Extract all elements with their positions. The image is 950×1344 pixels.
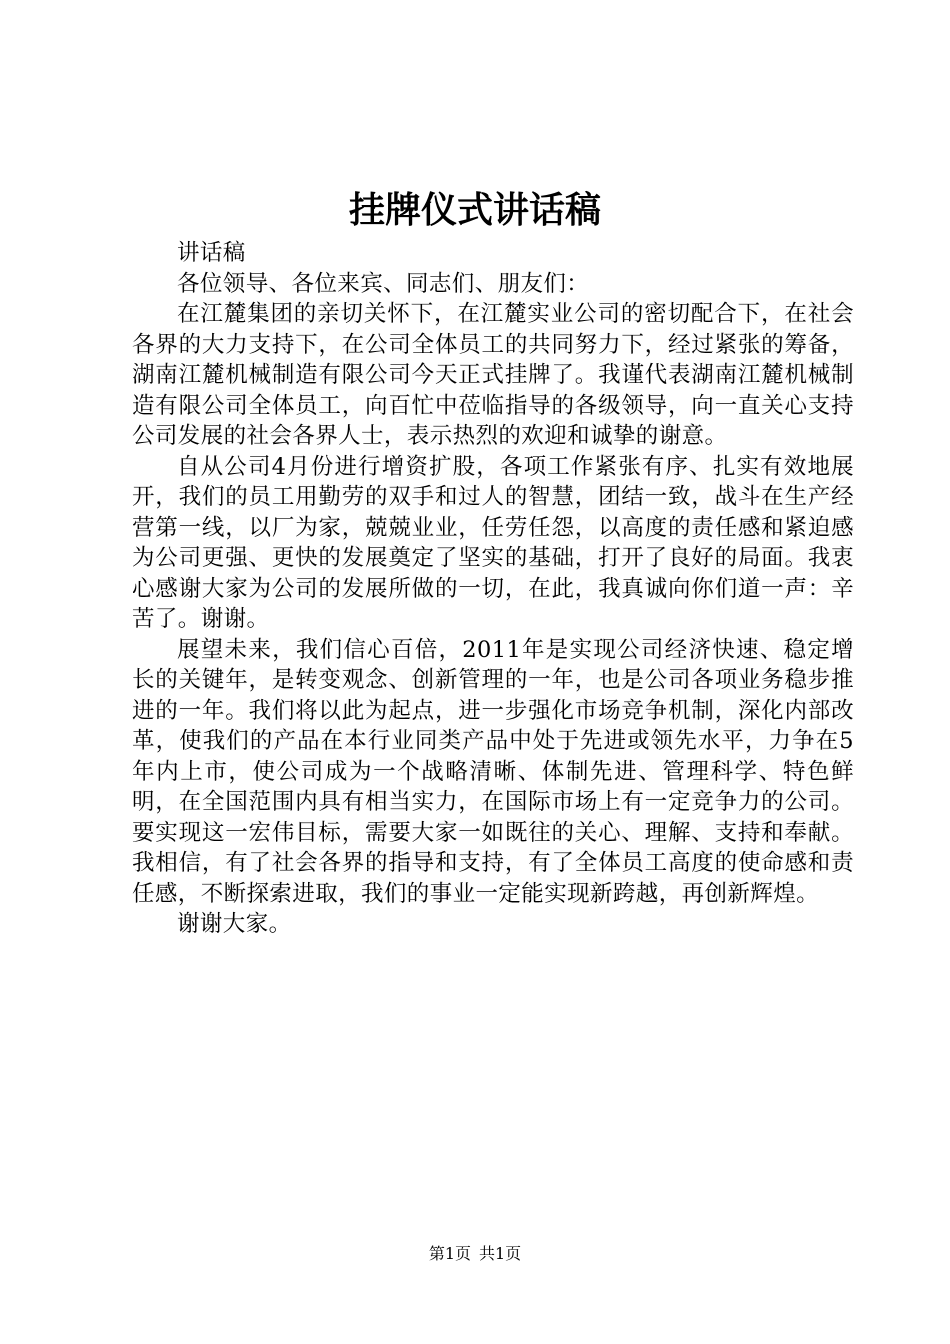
page-total: 共1页 [479, 1244, 522, 1263]
paragraph-opening: 在江麓集团的亲切关怀下，在江麓实业公司的密切配合下，在社会各界的大力支持下，在公司全体员工的共同努力下，经过紧张的筹备，湖南江麓机械制造有限公司今天正式挂牌了。我谨代表湖南江麓机械制造有限公司全体员工，向百忙中莅临指导的各级领导，向一直关心支持公司发展的社会各界人士，表示热烈的欢迎和诚挚的谢意。 [132, 301, 854, 449]
document-title: 挂牌仪式讲话稿 [348, 189, 601, 231]
paragraph-closing: 谢谢大家。 [177, 911, 292, 937]
paragraph-progress: 自从公司4月份进行增资扩股，各项工作紧张有序、扎实有效地展开，我们的员工用勤劳的双手和过人的智慧，团结一致，战斗在生产经营第一线，以厂为家，兢兢业业，任劳任怨，以高度的责任感和紧迫感为公司更强、更快的发展奠定了坚实的基础，打开了良好的局面。我衷心感谢大家为公司的发展所做的一切，在此，我真诚向你们道一声：辛苦了。谢谢。 [132, 453, 854, 632]
page-number: 第1页 [428, 1244, 471, 1263]
paragraph-outlook: 展望未来，我们信心百倍，2011年是实现公司经济快速、稳定增长的关键年，是转变观念、创新管理的一年，也是公司各项业务稳步推进的一年。我们将以此为起点，进一步强化市场竞争机制，深化内部改革，使我们的产品在本行业同类产品中处于先进或领先水平，力争在5年内上市，使公司成为一个战略清晰、体制先进、管理科学、特色鲜明，在全国范围内具有相当实力，在国际市场上有一定竞争力的公司。要实现这一宏伟目标，需要大家一如既往的关心、理解、支持和奉献。我相信，有了社会各界的指导和支持，有了全体员工高度的使命感和责任感，不断探索进取，我们的事业一定能实现新跨越，再创新辉煌。 [132, 636, 854, 907]
page-footer [0, 1244, 950, 1264]
document-body [132, 238, 854, 940]
paragraph-heading: 讲话稿 [177, 240, 246, 266]
paragraph-salutation: 各位领导、各位来宾、同志们、朋友们： [177, 270, 590, 297]
